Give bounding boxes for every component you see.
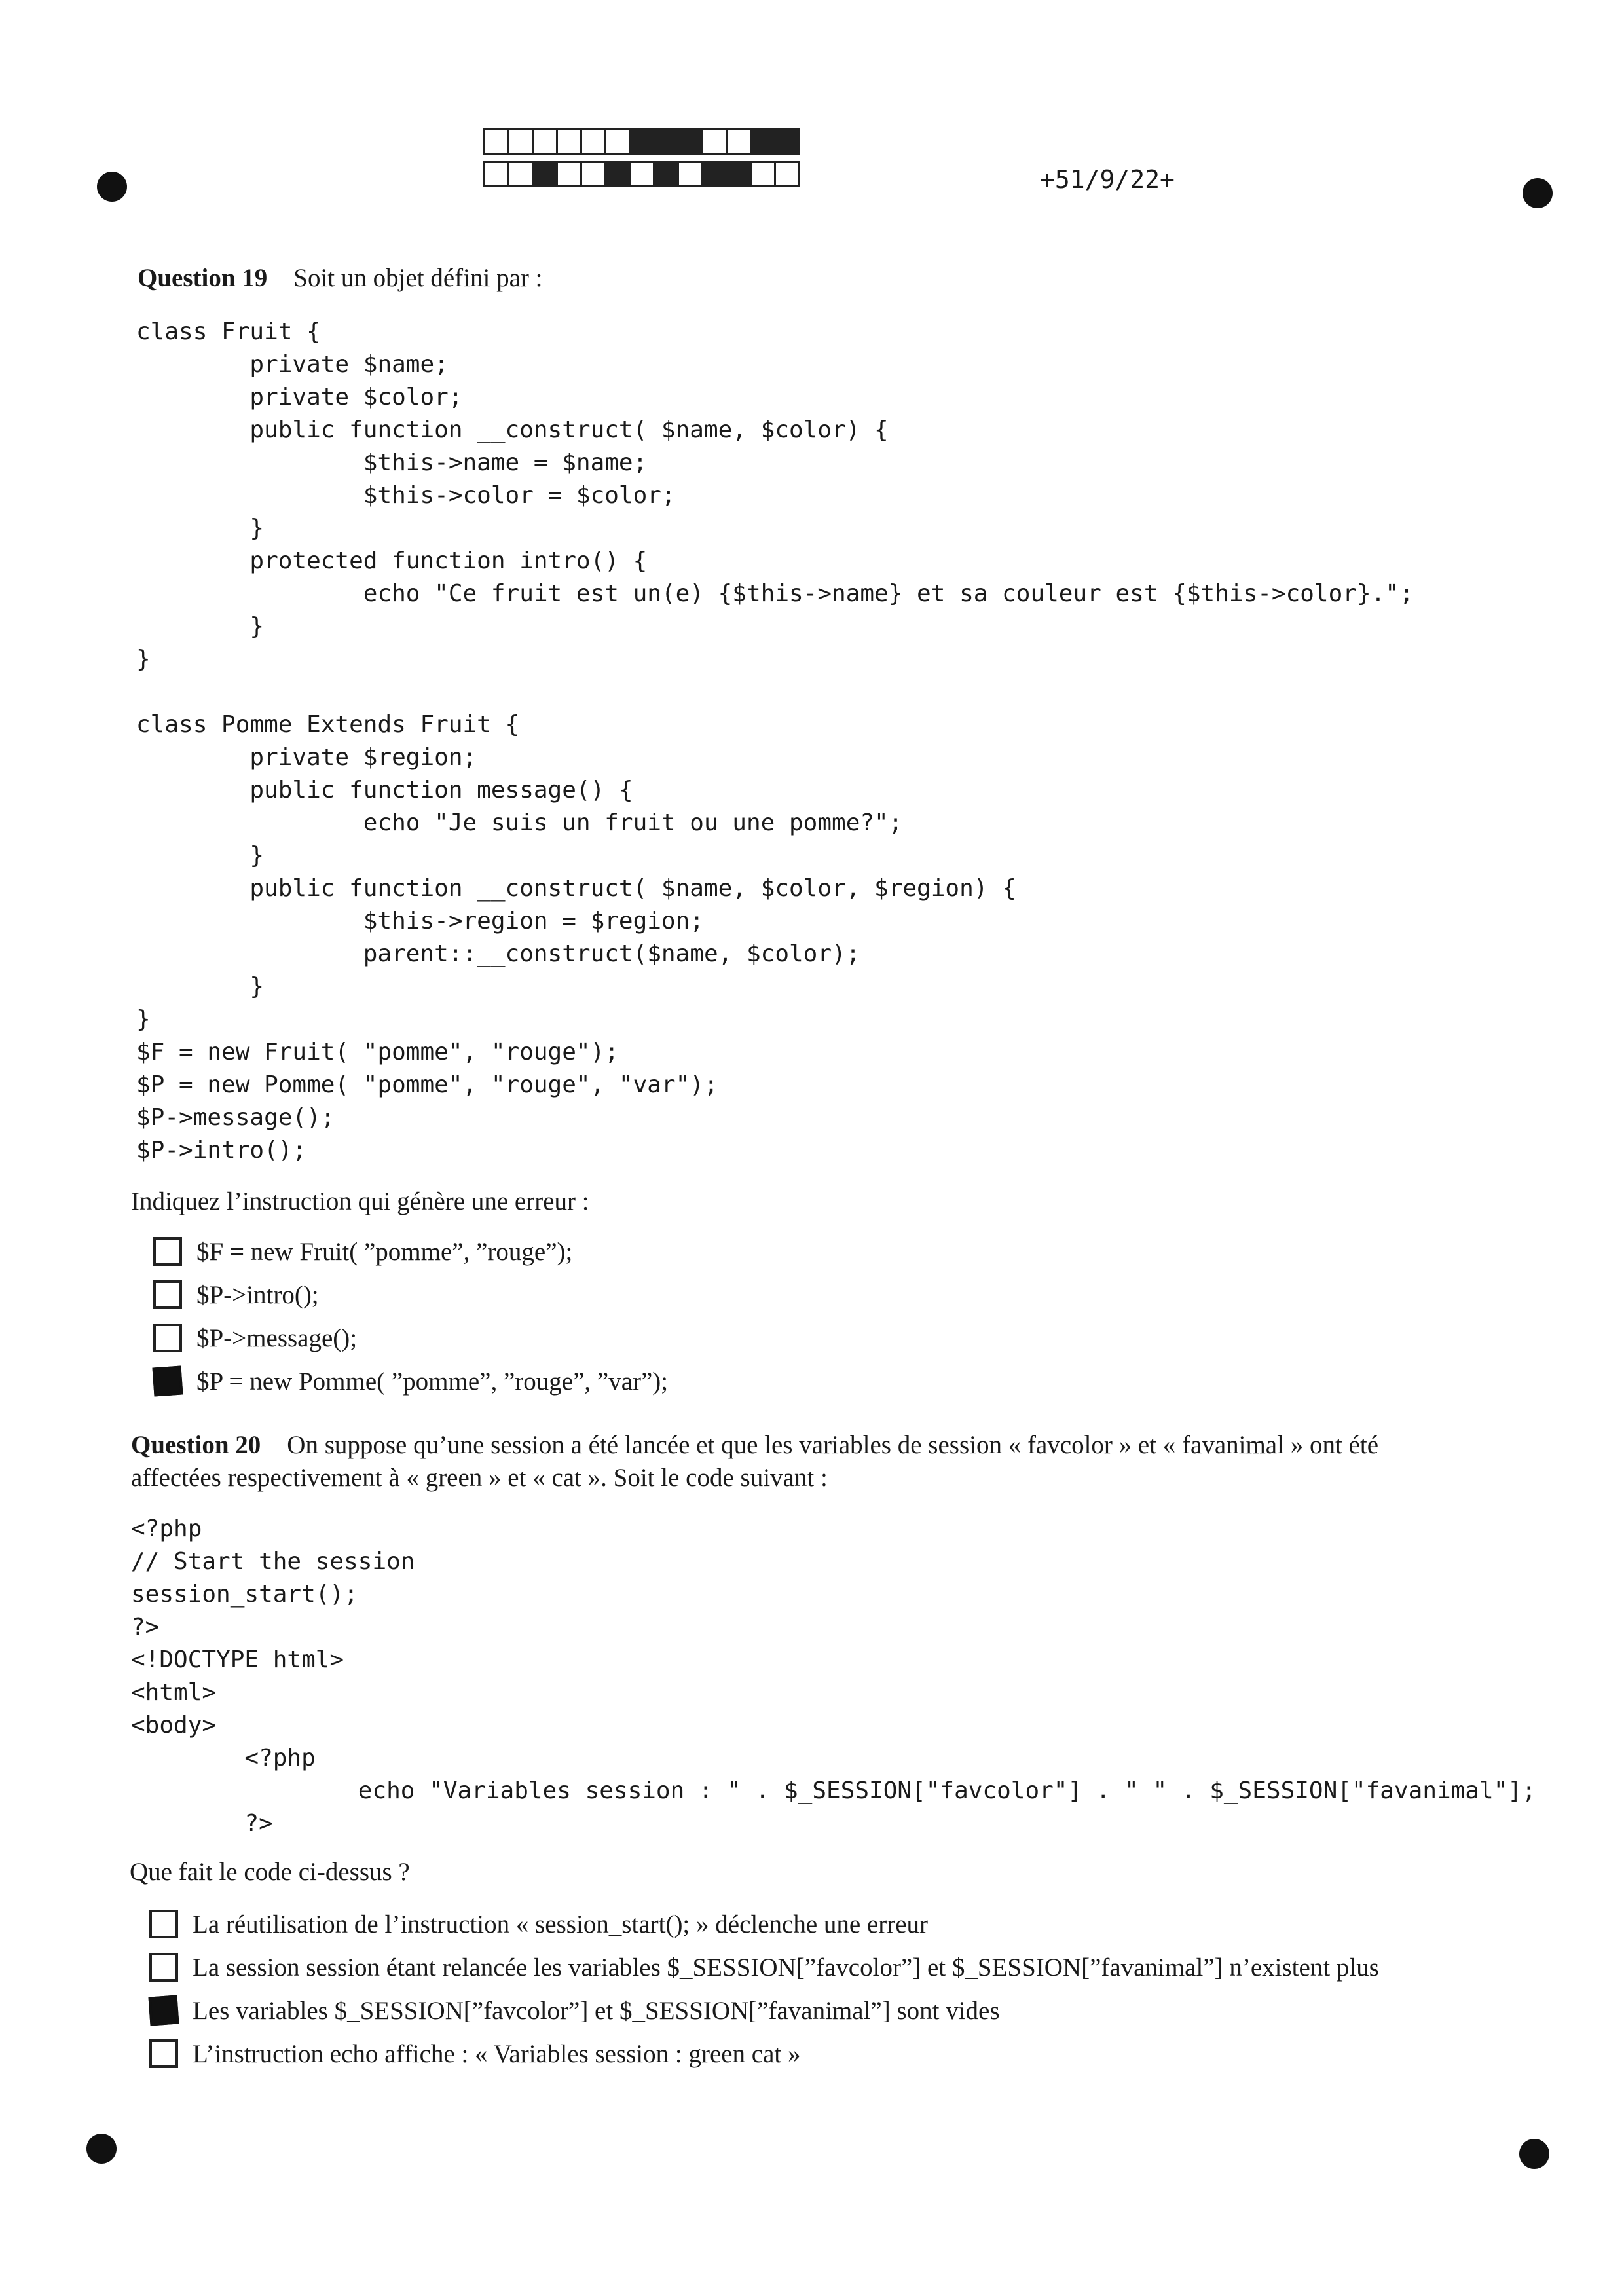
code-line: echo "Je suis un fruit ou une pomme?"; <box>136 809 903 836</box>
code-line: <?php <box>131 1515 202 1542</box>
question-19-intro: Soit un objet défini par : <box>293 264 543 292</box>
barcode-cell <box>631 130 655 153</box>
barcode-cell <box>703 130 728 153</box>
question-20-intro-line-1: Question 20 On suppose qu’une session a été lancée et que les variables de session « favcolor » et « favanimal » ont été <box>131 1431 1378 1459</box>
code-line: private $name; <box>136 351 449 378</box>
question-20-number: Question 20 <box>131 1431 261 1459</box>
checkbox[interactable] <box>149 1910 178 1938</box>
code-line: $P->message(); <box>136 1104 335 1131</box>
barcode-cell <box>655 163 679 185</box>
checkbox[interactable] <box>153 1237 182 1266</box>
code-line: session_start(); <box>131 1581 358 1608</box>
answer-label: $F = new Fruit( ”pomme”, ”rouge”); <box>196 1237 573 1266</box>
checkbox[interactable] <box>149 2039 178 2068</box>
barcode-cell <box>582 163 606 185</box>
checkbox-checked[interactable] <box>149 1995 179 2026</box>
code-line: private $region; <box>136 744 477 771</box>
registration-mark-top-left <box>97 172 127 202</box>
code-line: } <box>136 646 151 673</box>
code-line: } <box>136 1006 151 1033</box>
answer-option[interactable] <box>153 1316 668 1360</box>
code-line: <body> <box>131 1712 217 1739</box>
checkbox[interactable] <box>153 1280 182 1309</box>
barcode-cell <box>728 130 752 153</box>
code-line: } <box>136 613 265 640</box>
answer-option[interactable] <box>149 1902 1379 1946</box>
question-19-prompt: Indiquez l’instruction qui génère une erreur : <box>131 1187 589 1215</box>
question-19-answers <box>153 1230 668 1403</box>
barcode-cell <box>631 163 655 185</box>
code-line: } <box>136 515 265 542</box>
code-line: public function __construct( $name, $color) { <box>136 417 889 443</box>
barcode-row-1 <box>483 128 800 155</box>
question-19-number: Question 19 <box>138 264 268 292</box>
answer-label: Les variables $_SESSION[”favcolor”] et $_SESSION[”favanimal”] sont vides <box>193 1996 1000 2025</box>
answer-option[interactable] <box>149 1989 1379 2032</box>
code-line: echo "Ce fruit est un(e) {$this->name} et sa couleur est {$this->color}."; <box>136 580 1414 607</box>
barcode-cell <box>606 130 631 153</box>
answer-option[interactable] <box>153 1360 668 1403</box>
barcode-cell <box>509 130 534 153</box>
code-line: $F = new Fruit( "pomme", "rouge"); <box>136 1039 619 1065</box>
code-line: public function __construct( $name, $color, $region) { <box>136 875 1016 902</box>
answer-label: L’instruction echo affiche : « Variables session : green cat » <box>193 2039 801 2068</box>
barcode-cell <box>558 130 582 153</box>
code-line: $this->name = $name; <box>136 449 648 476</box>
answer-label: $P->message(); <box>196 1324 358 1352</box>
code-line: private $color; <box>136 384 463 411</box>
barcode-cell <box>776 130 798 153</box>
code-line: protected function intro() { <box>136 547 648 574</box>
answer-label: La session session étant relancée les variables $_SESSION[”favcolor”] et $_SESSION[”favanimal”] n’existent plus <box>193 1953 1379 1982</box>
barcode-cell <box>655 130 679 153</box>
question-19-code <box>136 316 1414 1167</box>
question-19-header <box>138 262 542 295</box>
code-line: $this->color = $color; <box>136 482 676 509</box>
barcode-row-2 <box>483 161 800 187</box>
answer-label: $P->intro(); <box>196 1280 319 1309</box>
answer-option[interactable] <box>153 1273 668 1316</box>
barcode-cell <box>509 163 534 185</box>
code-line: <?php <box>131 1745 316 1771</box>
question-20-prompt: Que fait le code ci-dessus ? <box>130 1858 410 1886</box>
barcode-cell <box>703 163 728 185</box>
barcode-cell <box>606 163 631 185</box>
registration-mark-top-right <box>1522 178 1553 208</box>
code-line: class Pomme Extends Fruit { <box>136 711 520 738</box>
question-20-intro-line-2: affectées respectivement à « green » et « cat ». Soit le code suivant : <box>131 1464 828 1492</box>
code-line: $P = new Pomme( "pomme", "rouge", "var"); <box>136 1071 718 1098</box>
question-20-answers <box>149 1902 1379 2075</box>
registration-mark-bottom-right <box>1519 2139 1549 2169</box>
answer-option[interactable] <box>149 2032 1379 2075</box>
checkbox-checked[interactable] <box>153 1366 183 1397</box>
code-line: class Fruit { <box>136 318 321 345</box>
barcode-cell <box>485 163 509 185</box>
barcode-cell <box>582 130 606 153</box>
code-line: <!DOCTYPE html> <box>131 1646 344 1673</box>
code-line: <html> <box>131 1679 217 1706</box>
code-line <box>136 676 1414 709</box>
page-id-code: +51/9/22+ <box>1040 165 1175 194</box>
checkbox[interactable] <box>149 1953 178 1982</box>
barcode-cell <box>534 163 558 185</box>
code-line: } <box>136 973 265 1000</box>
registration-mark-bottom-left <box>86 2134 117 2164</box>
code-line: } <box>136 842 265 869</box>
code-line: ?> <box>131 1614 160 1640</box>
code-line: public function message() { <box>136 777 633 804</box>
code-line: parent::__construct($name, $color); <box>136 940 860 967</box>
code-line: echo "Variables session : " . $_SESSION["favcolor"] . " " . $_SESSION["favanimal"]; <box>131 1777 1536 1804</box>
barcode-cell <box>752 163 776 185</box>
barcode-cell <box>534 130 558 153</box>
code-line: $this->region = $region; <box>136 908 704 935</box>
code-line: ?> <box>131 1810 273 1837</box>
barcode-cell <box>679 130 703 153</box>
barcode-cell <box>776 163 798 185</box>
answer-label: La réutilisation de l’instruction « session_start(); » déclenche une erreur <box>193 1910 929 1938</box>
code-line: $P->intro(); <box>136 1137 307 1164</box>
checkbox[interactable] <box>153 1324 182 1352</box>
code-line: // Start the session <box>131 1548 415 1575</box>
answer-option[interactable] <box>153 1230 668 1273</box>
barcode-cell <box>679 163 703 185</box>
question-20-code <box>131 1513 1536 1840</box>
barcode-cell <box>485 130 509 153</box>
answer-label: $P = new Pomme( ”pomme”, ”rouge”, ”var”); <box>196 1367 669 1396</box>
answer-option[interactable] <box>149 1946 1379 1989</box>
barcode-cell <box>558 163 582 185</box>
barcode-cell <box>752 130 776 153</box>
question-20-header <box>131 1429 1539 1494</box>
barcode-cell <box>728 163 752 185</box>
